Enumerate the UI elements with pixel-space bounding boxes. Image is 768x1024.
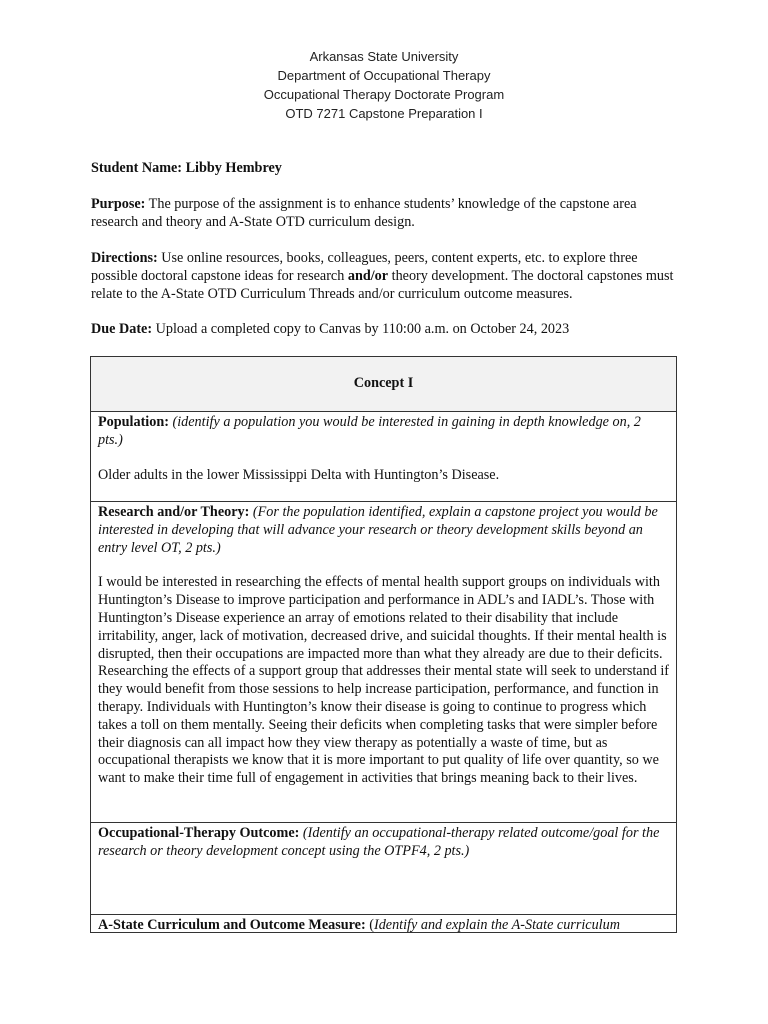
department-name: Department of Occupational Therapy — [277, 68, 491, 83]
research-label: Research and/or Theory: — [98, 504, 250, 520]
population-answer: Older adults in the lower Mississippi Delta with Huntington’s Disease. — [98, 466, 500, 483]
population-row — [91, 411, 676, 501]
purpose-label: Purpose: — [91, 196, 146, 212]
concept-title: Concept I — [91, 357, 676, 411]
ot-outcome-row — [91, 822, 676, 914]
due-date-text: Upload a completed copy to Canvas by 110:00 a.m. on October 24, 2023 — [152, 321, 570, 337]
purpose-text: The purpose of the assignment is to enhance students’ knowledge of the capstone area research and theory and A-State OTD curriculum design. — [91, 196, 637, 230]
ot-outcome-hint: (Identify an occupational-therapy related outcome/goal for the research or theory development concept using the OTPF4, 2 pts.) — [98, 825, 660, 859]
directions-paragraph — [91, 250, 681, 303]
due-date-paragraph — [91, 321, 681, 339]
directions-text: Use online resources, books, colleagues, peers, content experts, etc. to explore three possible doctoral capstone ideas for research — [91, 250, 638, 284]
program-name: Occupational Therapy Doctorate Program — [263, 87, 505, 102]
research-hint: (For the population identified, explain a capstone project you would be interested in developing that will advance your research or theory development skills beyond an entry level OT, 2 pts.) — [98, 504, 658, 556]
curriculum-label: A-State Curriculum and Outcome Measure: — [98, 917, 366, 932]
directions-emphasis: and/or — [347, 267, 389, 284]
directions-label: Directions: — [91, 250, 158, 266]
research-theory-row — [91, 501, 676, 822]
document-header — [0, 47, 768, 123]
research-answer: I would be interested in researching the effects of mental health support groups on individuals with Huntington’s Disease to improve participation and performance in ADL’s and IADL’s. Those with Huntington’s Disease experience an array of emotions related to their disability that include irritability, anger, lack of motivation, decreased drive, and suicidal thoughts. If their mental health is disrupted, then their occupations are impacted more than what they already are due to their deficits. Researching the effects of a support group that addresses their mental state will seek to understand if they would benefit from those sessions to help increase participation, performance, and function in therapy. Individuals with Huntington’s know their disease is going to continue to progress which takes a toll on them mentally. Seeing their deficits when completing tasks that were simpler before their diagnosis can all impact how they view therapy as potentially a waste of time, but as occupational therapists we know that it is more important to put quality of life over quantity, so we want to make their time full of engagement in activities that brings meaning back to their lives. — [98, 574, 670, 787]
ot-outcome-label: Occupational-Therapy Outcome: — [98, 825, 300, 841]
curriculum-row — [91, 914, 676, 932]
student-name: Student Name: Libby Hembrey — [91, 160, 282, 176]
research-prompt — [98, 504, 669, 557]
concept-table — [90, 356, 677, 933]
population-hint: (identify a population you would be interested in gaining in depth knowledge on, 2 pts.) — [98, 414, 641, 448]
course-title: OTD 7271 Capstone Preparation I — [285, 106, 483, 121]
ot-outcome-prompt — [98, 825, 669, 861]
curriculum-paren: ( — [365, 917, 374, 932]
population-prompt — [98, 414, 669, 450]
curriculum-hint: Identify and explain the A-State curriculum — [373, 917, 620, 932]
population-label: Population: — [98, 414, 169, 430]
university-name: Arkansas State University — [309, 49, 459, 64]
due-date-label: Due Date: — [91, 321, 153, 337]
directions-text-end: theory development. The doctoral capstones must relate to the A-State OTD Curriculum Threads and/or curriculum outcome measures. — [91, 267, 674, 302]
purpose-paragraph — [91, 196, 681, 232]
